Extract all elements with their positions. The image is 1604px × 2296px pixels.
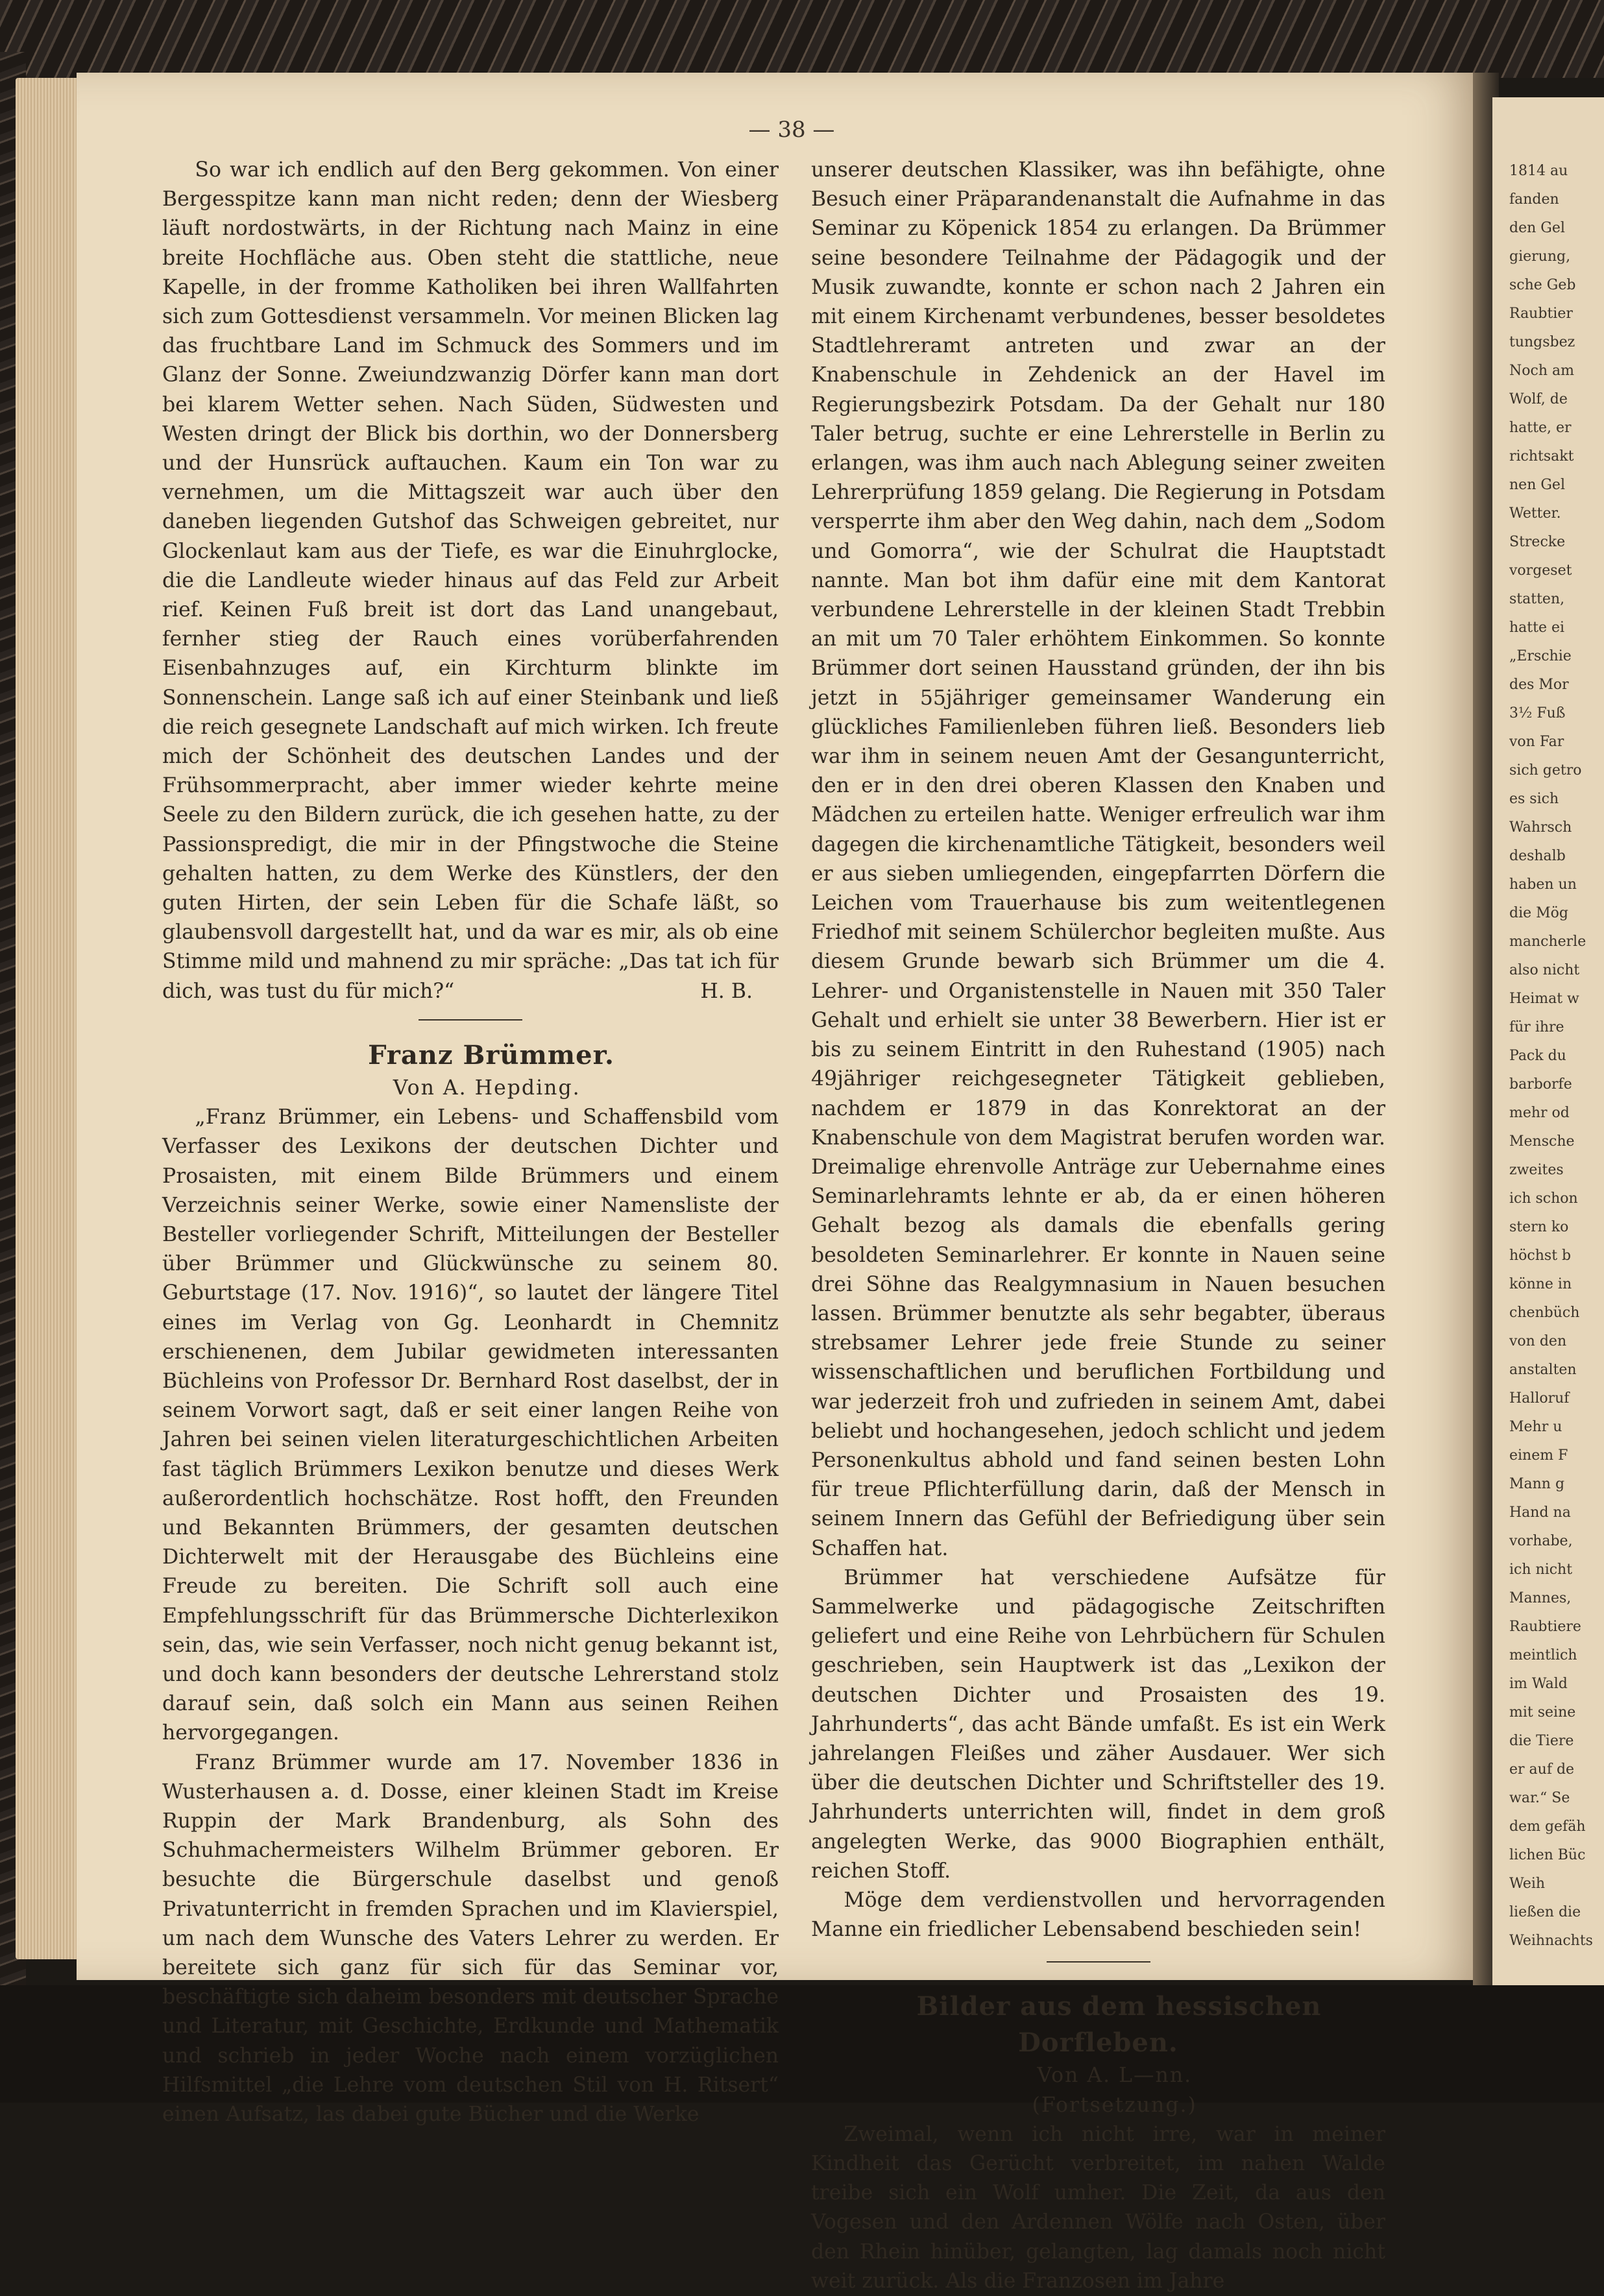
facing-page-line: des Mor bbox=[1509, 677, 1569, 693]
facing-page-line: Weihnachts bbox=[1509, 1933, 1593, 1949]
facing-page-line: „Erschie bbox=[1509, 648, 1572, 664]
facing-page-line: von den bbox=[1509, 1333, 1567, 1349]
right-column bbox=[811, 156, 1385, 2296]
facing-page-line: Heimat w bbox=[1509, 991, 1579, 1007]
facing-page-line: war.“ Se bbox=[1509, 1790, 1570, 1806]
facing-page-line: hatte ei bbox=[1509, 620, 1565, 636]
facing-page-line: meintlich bbox=[1509, 1647, 1577, 1663]
facing-page-line: 3½ Fuß bbox=[1509, 705, 1566, 721]
article-paragraph-continued: unserer deutschen Klassiker, was ihn befähigte, ohne Besuch einer Präparandenanstalt die Aufnahme in das Seminar zu Köpenick 1854 zu erlangen. Da Brümmer seine besondere Teilnahme der Pädagogik und der Musik zuwandte, konnte er schon nach 2 Jahren ein mit einem Kirchenamt verbundenes, besser besoldetes Stadtlehreramt antreten und zwar an der Knabenschule in Zehdenick an der Havel im Regierungsbezirk Potsdam. Da der Gehalt nur 180 Taler betrug, suchte er eine Lehrerstelle in Berlin zu erlangen, was ihm auch nach Ablegung seiner zweiten Lehrerprüfung 1859 gelang. Die Regierung in Potsdam versperrte ihm aber den Weg dahin, nach dem „Sodom und Gomorra“, wie der Schulrat die Hauptstadt nannte. Man bot ihm dafür eine mit dem Kantorat verbundene Lehrerstelle in der kleinen Stadt Trebbin an mit um 70 Taler erhöhtem Einkommen. So konnte Brümmer dort seinen Hausstand gründen, der ihn bis jetzt in 55jähriger gemeinsamer Wanderung ein glückliches Familienleben führen ließ. Besonders lieb war ihm in seinem neuen Amt der Gesangunterricht, den er in den drei oberen Klassen den Knaben und Mädchen zu erteilen hatte. Weniger erfreulich war ihm dagegen die kirchenamtliche Tätigkeit, besonders weil er aus sieben umliegenden, eingepfarrten Dörfern die Leichen vom Trauerhause bis zum weitentlegenen Friedhof mit seinem Schülerchor begleiten mußte. Aus diesem Grunde bewarb sich Brümmer um die 4. Lehrer- und Organistenstelle in Nauen mit 350 Taler Gehalt und erhielt sie unter 38 Bewerbern. Hier ist er bis zu seinem Eintritt in den Ruhestand (1905) nach 49jähriger reichgesegneter Tätigkeit geblieben, nachdem er 1879 in das Konrektorat an der Knabenschule von dem Magistrat berufen worden war. Dreimalige ehrenvolle Anträge zur Uebernahme eines Seminarlehramts lehnte er ab, da er einen höheren Gehalt bezog als damals die ebenfalls gering besoldeten Seminarlehrer. Er konnte in Nauen seine drei Söhne das Realgymnasium in Nauen besuchen lassen. Brümmer benutzte als sehr begabter, überaus strebsamer Lehrer jede freie Stunde zu seiner wissenschaftlichen und beruflichen Fortbildung und war jederzeit froh und zufrieden in seinem Amt, dabei beliebt und hochangesehen, jedoch schlicht und jedem Personenkultus abhold und fand seinen besten Lohn für treue Pflichterfüllung darin, daß der Mensch in seinem Innern das Gefühl der Befriedigung über sein Schaffen hat. bbox=[811, 158, 1385, 1560]
facing-page-line: den Gel bbox=[1509, 220, 1565, 236]
facing-page-line: Mannes, bbox=[1509, 1590, 1572, 1606]
article-paragraph: „Franz Brümmer, ein Lebens- und Schaffensbild vom Verfasser des Lexikons der deutschen Dichter und Prosaisten, mit einem Bilde Brümmers und einem Verzeichnis seiner Werke, sowie einer Namensliste der Besteller vorliegender Schrift, Mitteilungen der Besteller über Brümmer und Glückwünsche zu seinem 80. Geburtstage (17. Nov. 1916)“, so lautet der längere Titel eines im Verlag von Gg. Leonhardt in Chemnitz erschienenen, dem Jubilar gewidmeten interessanten Büchleins von Professor Dr. Bernhard Rost daselbst, der in seinem Vorwort sagt, daß er seit einer langen Reihe von Jahren bei seinen vielen literaturgeschichtlichen Arbeiten fast täglich Brümmers Lexikon benutze und dieses Werk außerordentlich hochschätze. Rost hofft, den Freunden und Bekannten Brümmers, der gesamten deutschen Dichterwelt mit der Herausgabe des Büchleins eine Freude zu bereiten. Die Schrift soll auch eine Empfehlungsschrift für das Brümmersche Dichterlexikon sein, das, wie sein Verfasser, noch nicht genug bekannt ist, und doch kann besonders der deutsche Lehrerstand stolz darauf sein, daß solch ein Mann aus seinen Reihen hervorgegangen. bbox=[162, 1106, 779, 1745]
article-byline-dorfleben: Von A. L—nn. bbox=[1037, 2064, 1193, 2088]
facing-page-line: also nicht bbox=[1509, 962, 1580, 978]
facing-page-line: fanden bbox=[1509, 191, 1559, 208]
facing-page-line: sich getro bbox=[1509, 762, 1582, 779]
article-paragraph: Brümmer hat verschiedene Aufsätze für Sammelwerke und pädagogische Zeitschriften geliefert und eine Reihe von Lehrbüchern für Schulen geschrieben, sein Hauptwerk ist das „Lexikon der deutschen Dichter und Prosaisten des 19. Jahrhunderts“, das acht Bände umfaßt. Es ist ein Werk jahrelangen Fleißes und zäher Ausdauer. Wer sich über die deutschen Dichter und Schriftsteller des 19. Jahrhunderts unterrichten will, findet in dem groß angelegten Werke, das 9000 Biographien enthält, reichen Stoff. bbox=[811, 1565, 1385, 1883]
article-byline-brummer: Von A. Hepding. bbox=[393, 1076, 581, 1100]
facing-page-line: Mann g bbox=[1509, 1476, 1565, 1492]
facing-page-line: Weih bbox=[1509, 1876, 1546, 1892]
facing-page-fragment bbox=[1492, 97, 1604, 1992]
facing-page-line: Mehr u bbox=[1509, 1419, 1562, 1435]
section-divider bbox=[1047, 1961, 1150, 1963]
facing-page-line: barborfe bbox=[1509, 1076, 1572, 1093]
facing-page-line: sche Geb bbox=[1509, 277, 1576, 293]
facing-page-line: statten, bbox=[1509, 591, 1565, 607]
facing-page-line: er auf de bbox=[1509, 1761, 1575, 1778]
article-title-brummer: Franz Brümmer. bbox=[368, 1039, 614, 1070]
facing-page-line: tungsbez bbox=[1509, 334, 1575, 350]
facing-page-line: mehr od bbox=[1509, 1105, 1570, 1121]
facing-page-line: ich schon bbox=[1509, 1190, 1578, 1207]
facing-page-line: lichen Büc bbox=[1509, 1847, 1586, 1863]
facing-page-line: Hand na bbox=[1509, 1504, 1571, 1521]
facing-page-line: ich nicht bbox=[1509, 1562, 1573, 1578]
facing-page-line: haben un bbox=[1509, 876, 1577, 893]
intro-paragraph: So war ich endlich auf den Berg gekommen. Von einer Bergesspitze kann man nicht reden; denn der Wiesberg läuft nordostwärts, in der Richtung nach Mainz in eine breite Hochfläche aus. Oben steht die stattliche, neue Kapelle, in der fromme Katholiken bei ihren Wallfahrten sich zum Gottesdienst versammeln. Vor meinen Blicken lag das fruchtbare Land im Schmuck des Sommers und im Glanz der Sonne. Zweiundzwanzig Dörfer kann man dort bei klarem Wetter sehen. Nach Süden, Südwesten und Westen dringt der Blick bis dorthin, wo der Donnersberg und der Hunsrück auftauchen. Kaum ein Ton war zu vernehmen, um die Mittagszeit war auch über den daneben liegenden Gutshof das Schweigen gebreitet, nur Glockenlaut kam aus der Tiefe, es war die Einuhrglocke, die die Landleute wieder hinaus auf das Feld zur Arbeit rief. Keinen Fuß breit ist dort das Land unangebaut, fernher stieg der Rauch eines vorüberfahrenden Eisenbahnzuges auf, ein Kirchturm blinkte im Sonnenschein. Lange saß ich auf einer Steinbank und ließ die reich gesegnete Landschaft auf mich wirken. Ich freute mich der Schönheit des deutschen Landes und der Frühsommerpracht, aber immer wieder kehrte meine Seele zu den Bildern zurück, die ich gesehen hatte, zu der Passionspredigt, die mir in der Pfingstwoche die Steine gehalten hatten, zu dem Werke des Künstlers, der den guten Hirten, der sein Leben für die Schafe läßt, so glaubensvoll dargestellt hat, und da war es mir, als ob eine Stimme mild und mahnend zu mir spräche: „Das tat ich für dich, was tust du für mich?“ H. B. bbox=[162, 156, 779, 1006]
section-divider bbox=[419, 1019, 522, 1021]
facing-page-line: es sich bbox=[1509, 791, 1559, 807]
facing-page-line: Mensche bbox=[1509, 1133, 1575, 1150]
facing-page-line: anstalten bbox=[1509, 1362, 1577, 1378]
facing-page-line: nen Gel bbox=[1509, 477, 1565, 493]
facing-page-line: Wolf, de bbox=[1509, 391, 1568, 407]
facing-page-line: Raubtier bbox=[1509, 306, 1573, 322]
facing-page-line: Wetter. bbox=[1509, 505, 1561, 522]
facing-page-line: höchst b bbox=[1509, 1248, 1572, 1264]
facing-page-line: Raubtiere bbox=[1509, 1619, 1581, 1635]
facing-page-line: Halloruf bbox=[1509, 1390, 1570, 1407]
facing-page-line: Pack du bbox=[1509, 1048, 1566, 1064]
facing-page-line: könne in bbox=[1509, 1276, 1572, 1292]
facing-page-line: vorgeset bbox=[1509, 562, 1572, 579]
page-edges bbox=[16, 78, 80, 1959]
page-number: — 38 — bbox=[748, 117, 835, 143]
article-title-dorfleben: Bilder aus dem hessischen Dorfleben. bbox=[916, 1991, 1322, 2059]
facing-page-line: richtsakt bbox=[1509, 448, 1574, 465]
facing-page-line: deshalb bbox=[1509, 848, 1566, 864]
facing-page-line: 1814 au bbox=[1509, 163, 1568, 179]
facing-page-line: für ihre bbox=[1509, 1019, 1564, 1035]
facing-page-line: ließen die bbox=[1509, 1904, 1581, 1920]
facing-page-line: von Far bbox=[1509, 734, 1564, 750]
marbled-endpaper-top bbox=[0, 0, 1604, 78]
continuation-note: (Fortsetzung.) bbox=[1032, 2093, 1197, 2117]
article-paragraph: Möge dem verdienstvollen und hervorragenden Manne ein friedlicher Lebensabend beschieden sein! bbox=[811, 1888, 1385, 1942]
facing-page-line: zweites bbox=[1509, 1162, 1564, 1178]
facing-page-line: einem F bbox=[1509, 1447, 1568, 1464]
facing-page-line: hatte, er bbox=[1509, 420, 1572, 436]
facing-page-line: die Mög bbox=[1509, 905, 1568, 921]
facing-page-line: dem gefäh bbox=[1509, 1819, 1586, 1835]
facing-page-line: stern ko bbox=[1509, 1219, 1569, 1235]
intro-signature: H. B. bbox=[700, 979, 753, 1003]
facing-page-line: mit seine bbox=[1509, 1704, 1576, 1721]
facing-page-line: Strecke bbox=[1509, 534, 1566, 550]
facing-page-line: die Tiere bbox=[1509, 1733, 1574, 1749]
facing-page-line: chenbüch bbox=[1509, 1305, 1580, 1321]
article-paragraph: Franz Brümmer wurde am 17. November 1836 in Wusterhausen a. d. Dosse, einer kleinen Stadt im Kreise Ruppin der Mark Brandenburg, als Sohn des Schuhmachermeisters Wilhelm Brümmer geboren. Er besuchte die Bürgerschule daselbst und genoß Privatunterricht in fremden Sprachen und im Klavierspiel, um nach dem Wunsche des Vaters Lehrer zu werden. Er bereitete sich ganz für sich für das Seminar vor, beschäftigte sich daheim besonders mit deutscher Sprache und Literatur, mit Geschichte, Erdkunde und Mathematik und schrieb in jeder Woche nach einem vorzüglichen Hilfsmittel „die Lehre vom deutschen Stil von H. Ritsert“ einen Aufsatz, las dabei gute Bücher und die Werke bbox=[162, 1750, 779, 2126]
facing-page-line: gierung, bbox=[1509, 248, 1571, 265]
article-paragraph: Zweimal, wenn ich nicht irre, war in meiner Kindheit das Gerücht verbreitet, im nahen Walde treibe sich ein Wolf umher. Die Zeit, da aus den Vogesen und den Ardennen Wölfe nach Osten, über den Rhein hinüber, gelangten, lag damals noch nicht weit zurück. Als die Franzosen im Jahre bbox=[811, 2122, 1385, 2293]
left-column bbox=[162, 156, 779, 2129]
facing-page-line: mancherle bbox=[1509, 934, 1586, 950]
facing-page-lines bbox=[1492, 97, 1604, 1955]
facing-page-line: Wahrsch bbox=[1509, 819, 1572, 836]
facing-page-line: vorhabe, bbox=[1509, 1533, 1573, 1549]
facing-page-line: Noch am bbox=[1509, 363, 1574, 379]
facing-page-line: im Wald bbox=[1509, 1676, 1568, 1692]
